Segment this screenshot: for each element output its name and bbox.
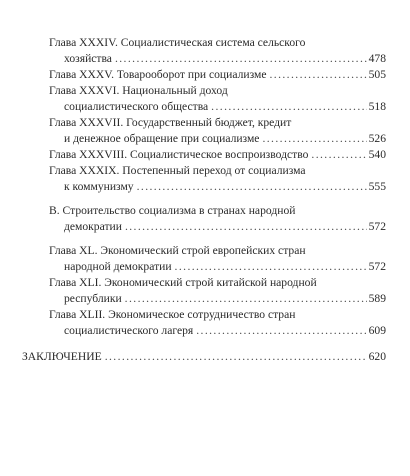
toc-section-v-line1 (49, 204, 379, 218)
toc-conclusion-title: ЗАКЛЮЧЕНИЕ (22, 350, 102, 363)
dot-leader (125, 220, 367, 234)
toc-entry-title: Глава XLI. Экономический строй китайской народной (49, 276, 317, 289)
toc-entry-title: Глава XXXV. Товарооборот при социализме (49, 68, 267, 81)
toc-entry-title: Глава XLII. Экономическое сотрудничество стран (49, 308, 296, 321)
dot-leader (137, 180, 367, 194)
toc-entry-page-number: 589 (368, 292, 386, 305)
toc-section-v-line2 (64, 220, 386, 234)
toc-entry-ch35 (49, 68, 386, 82)
dot-leader (262, 132, 366, 146)
toc-conclusion (22, 350, 386, 364)
toc-entry-ch39-line2 (64, 180, 386, 194)
toc-entry-title: Глава XXXVIII. Социалистическое воспроизводство (49, 148, 309, 161)
toc-entry-page-number: 572 (368, 260, 386, 273)
toc-entry-ch38 (49, 148, 386, 162)
toc-entry-title-cont: хозяйства (64, 52, 112, 65)
toc-entry-title-cont: и денежное обращение при социализме (64, 132, 260, 145)
toc-entry-page-number: 505 (368, 68, 386, 81)
toc-entry-ch36-line2 (64, 100, 386, 114)
toc-entry-page-number: 572 (368, 220, 386, 233)
toc-entry-page-number: 518 (368, 100, 386, 113)
toc-entry-page-number: 526 (368, 132, 386, 145)
toc-entry-ch34-line2 (64, 52, 386, 66)
dot-leader (269, 68, 366, 82)
toc-section-title-cont: демократии (64, 220, 122, 233)
toc-entry-ch34-line1 (49, 36, 379, 50)
dot-leader (175, 260, 367, 274)
toc-entry-page-number: 478 (368, 52, 386, 65)
toc-entry-ch40-line1 (49, 244, 379, 258)
toc-entry-page-number: 555 (368, 180, 386, 193)
toc-entry-title: Глава XXXIV. Социалистическая система сельского (49, 36, 306, 49)
dot-leader (115, 52, 367, 66)
toc-entry-title: Глава XXXIX. Постепенный переход от социализма (49, 164, 306, 177)
toc-entry-page-number: 540 (368, 148, 386, 161)
toc-entry-title-cont: к коммунизму (64, 180, 134, 193)
toc-entry-page-number: 620 (368, 350, 386, 363)
dot-leader (105, 350, 367, 364)
toc-conclusion-spacer-fix (22, 304, 386, 318)
toc-entry-title-cont: республики (64, 292, 122, 305)
toc-entry-ch36-line1 (49, 84, 379, 98)
toc-entry-title: Глава XXXVII. Государственный бюджет, кредит (49, 116, 292, 129)
toc-entry-ch37-line1 (49, 116, 379, 130)
toc-entry-title-cont: социалистического лагеря (64, 324, 194, 337)
toc-entry-ch37-line2 (64, 132, 386, 146)
toc-entry-title: Глава XL. Экономический строй европейских стран (49, 244, 306, 257)
dot-leader (211, 100, 366, 114)
toc-entry-ch42-line2 (64, 324, 386, 338)
toc-entry-page-number: 609 (368, 324, 386, 337)
toc-entry-ch40-line2 (64, 260, 386, 274)
toc-entry-title: Глава XXXVI. Национальный доход (49, 84, 228, 97)
toc-section-title: В. Строительство социализма в странах народной (49, 204, 296, 217)
toc-entry-title-cont: народной демократии (64, 260, 172, 273)
toc-entry-ch39-line1 (49, 164, 379, 178)
dot-leader (196, 324, 366, 338)
dot-leader (311, 148, 366, 162)
toc-entry-title-cont: социалистического общества (64, 100, 209, 113)
toc-entry-ch41-line1 (49, 276, 379, 290)
